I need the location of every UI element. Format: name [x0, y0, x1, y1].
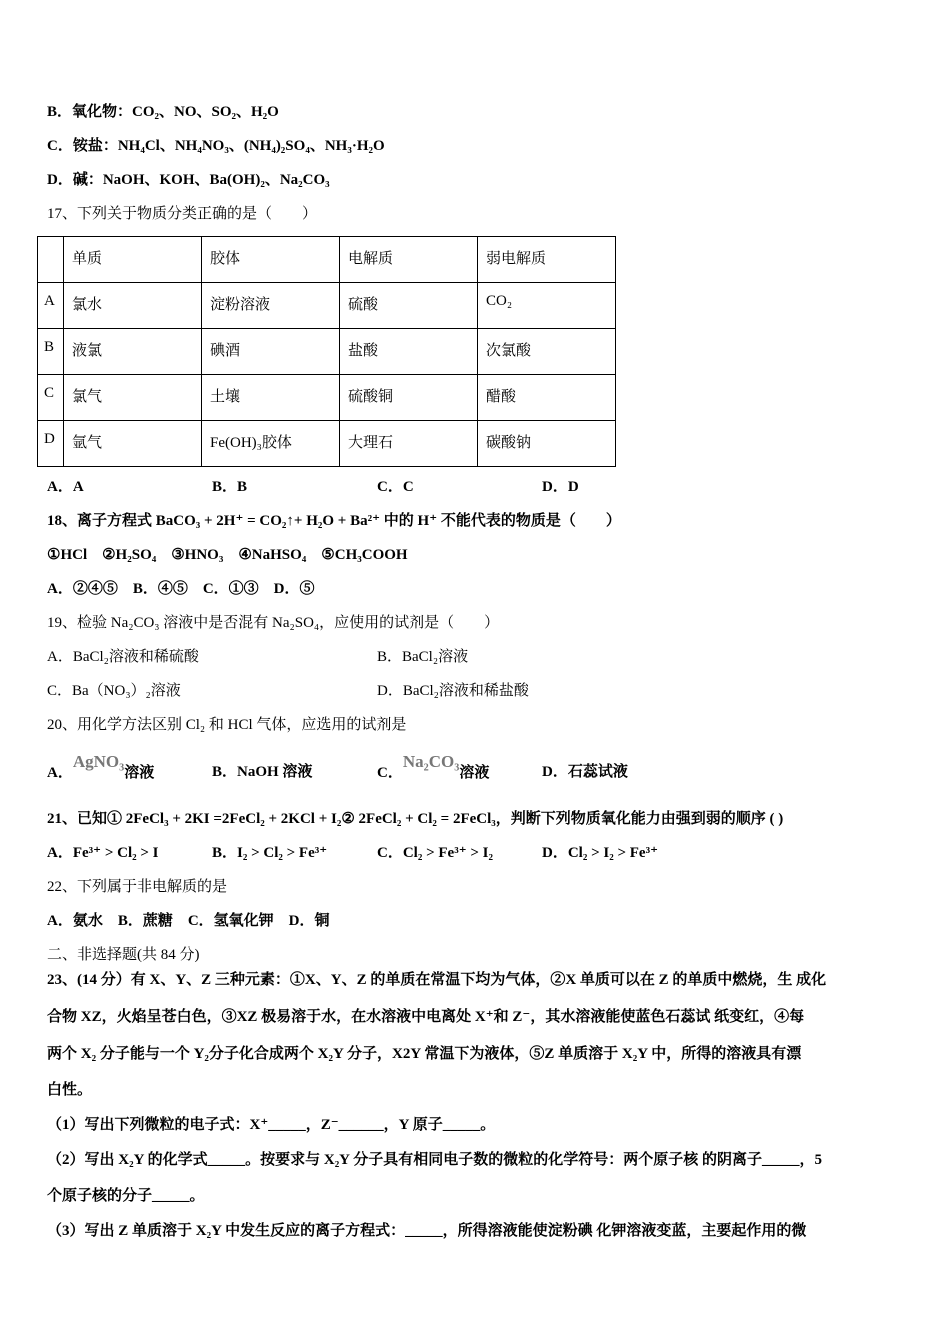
table-cell: 醋酸 — [478, 375, 616, 421]
table-cell: A — [38, 283, 64, 329]
q23-line: 合物 XZ，火焰呈苍白色，③XZ 极易溶于水，在水溶液中电离处 X⁺和 Z⁻，其水溶液能使蓝色石蕊试 纸变红，④每 — [47, 1009, 805, 1025]
option-label: A． — [47, 765, 73, 781]
q23-subquestion-2-cont: 个原子核的分子_____。 — [47, 1188, 205, 1204]
table-row — [38, 375, 616, 421]
formula: Na₂CO₃ — [402, 752, 460, 771]
q19-option-a: A．BaCl₂溶液和稀硫酸 — [47, 649, 199, 665]
q21-option-a: A．Fe³⁺ > Cl₂ > I — [47, 845, 159, 861]
q16-option-d: D．碱：NaOH、KOH、Ba(OH)₂、Na₂CO₃ — [47, 172, 330, 188]
table-cell: Fe(OH)₃胶体 — [202, 421, 340, 467]
table-cell: 氯水 — [64, 283, 202, 329]
table-header-row — [38, 237, 616, 283]
table-header: 弱电解质 — [478, 237, 616, 283]
table-cell: 盐酸 — [340, 329, 478, 375]
q17-option-b: B．B — [212, 479, 248, 495]
q18-items: ①HCl ②H₂SO₄ ③HNO₃ ④NaHSO₄ ⑤CH₃COOH — [47, 547, 408, 563]
q18-options: A．②④⑤ B．④⑤ C．①③ D．⑤ — [47, 581, 315, 597]
table-row — [38, 283, 616, 329]
section-heading: 二、非选择题(共 84 分) — [47, 947, 200, 963]
q20-option-a — [47, 752, 155, 783]
table-row — [38, 329, 616, 375]
option-label: C． — [377, 765, 403, 781]
q17-option-c: C．C — [377, 479, 414, 495]
option-suffix: 溶液 — [124, 765, 155, 781]
q17-option-a: A．A — [47, 479, 84, 495]
q22-options: A．氨水 B．蔗糖 C．氢氧化钾 D．铜 — [47, 913, 330, 929]
q21-stem: 21、已知① 2FeCl₃ + 2KI =2FeCl₂ + 2KCl + I₂② 2FeCl₂ + Cl₂ = 2FeCl₃，判断下列物质氧化能力由强到弱的顺序 ( ) — [47, 811, 784, 827]
q17-stem: 17、下列关于物质分类正确的是（ ） — [47, 206, 318, 222]
formula: AgNO₃ — [72, 752, 125, 771]
table-cell: 氯气 — [64, 375, 202, 421]
q23-subquestion-3: （3）写出 Z 单质溶于 X₂Y 中发生反应的离子方程式：_____，所得溶液能使淀粉碘 化钾溶液变蓝，主要起作用的微 — [47, 1223, 807, 1239]
q17-option-d: D．D — [542, 479, 579, 495]
q22-stem: 22、下列属于非电解质的是 — [47, 879, 228, 895]
table-cell: CO₂ — [478, 283, 616, 329]
q18-stem: 18、离子方程式 BaCO₃ + 2H⁺ = CO₂↑+ H₂O + Ba²⁺ 中的 H⁺ 不能代表的物质是（ ） — [47, 513, 621, 529]
q20-option-c — [377, 752, 490, 783]
option-suffix: 溶液 — [459, 765, 490, 781]
q16-option-c: C．铵盐：NH₄Cl、NH₄NO₃、(NH₄)₂SO₄、NH₃·H₂O — [47, 138, 385, 154]
q19-option-c: C．Ba（NO₃）₂溶液 — [47, 683, 181, 699]
q17-table — [37, 236, 616, 467]
table-header: 胶体 — [202, 237, 340, 283]
table-cell: 液氯 — [64, 329, 202, 375]
q23-line: 白性。 — [47, 1082, 93, 1098]
q23-subquestion-2: （2）写出 X₂Y 的化学式_____。按要求与 X₂Y 分子具有相同电子数的微粒的化学符号：两个原子核 的阴离子_____，5 — [47, 1152, 822, 1168]
table-cell: 大理石 — [340, 421, 478, 467]
q21-option-c: C．Cl₂ > Fe³⁺ > I₂ — [377, 845, 493, 861]
table-cell: 氩气 — [64, 421, 202, 467]
table-cell: D — [38, 421, 64, 467]
q21-option-d: D．Cl₂ > I₂ > Fe³⁺ — [542, 845, 658, 861]
q19-stem: 19、检验 Na₂CO₃ 溶液中是否混有 Na₂SO₄，应使用的试剂是（ ） — [47, 615, 500, 631]
table-cell — [38, 237, 64, 283]
q20-stem: 20、用化学方法区别 Cl₂ 和 HCl 气体，应选用的试剂是 — [47, 717, 407, 733]
table-cell: C — [38, 375, 64, 421]
table-header: 电解质 — [340, 237, 478, 283]
table-cell: 碘酒 — [202, 329, 340, 375]
q21-option-b: B．I₂ > Cl₂ > Fe³⁺ — [212, 845, 328, 861]
q23-subquestion-1: （1）写出下列微粒的电子式：X⁺_____，Z⁻______，Y 原子_____。 — [47, 1117, 496, 1133]
q19-option-b: B．BaCl₂溶液 — [377, 649, 469, 665]
table-cell: 硫酸铜 — [340, 375, 478, 421]
table-cell: 次氯酸 — [478, 329, 616, 375]
q20-option-b: B．NaOH 溶液 — [212, 764, 313, 780]
table-cell: 土壤 — [202, 375, 340, 421]
q20-option-d: D．石蕊试液 — [542, 764, 628, 780]
table-cell: 淀粉溶液 — [202, 283, 340, 329]
q16-option-b: B．氧化物：CO₂、NO、SO₂、H₂O — [47, 104, 279, 120]
table-row — [38, 421, 616, 467]
table-header: 单质 — [64, 237, 202, 283]
table-cell: 硫酸 — [340, 283, 478, 329]
q23-line: 两个 X₂ 分子能与一个 Y₂分子化合成两个 X₂Y 分子，X2Y 常温下为液体，⑤Z 单质溶于 X₂Y 中，所得的溶液具有漂 — [47, 1046, 802, 1062]
table-cell: 碳酸钠 — [478, 421, 616, 467]
q23-line: 23、(14 分）有 X、Y、Z 三种元素：①X、Y、Z 的单质在常温下均为气体，②X 单质可以在 Z 的单质中燃烧，生 成化 — [47, 972, 827, 988]
q19-option-d: D．BaCl₂溶液和稀盐酸 — [377, 683, 529, 699]
table-cell: B — [38, 329, 64, 375]
